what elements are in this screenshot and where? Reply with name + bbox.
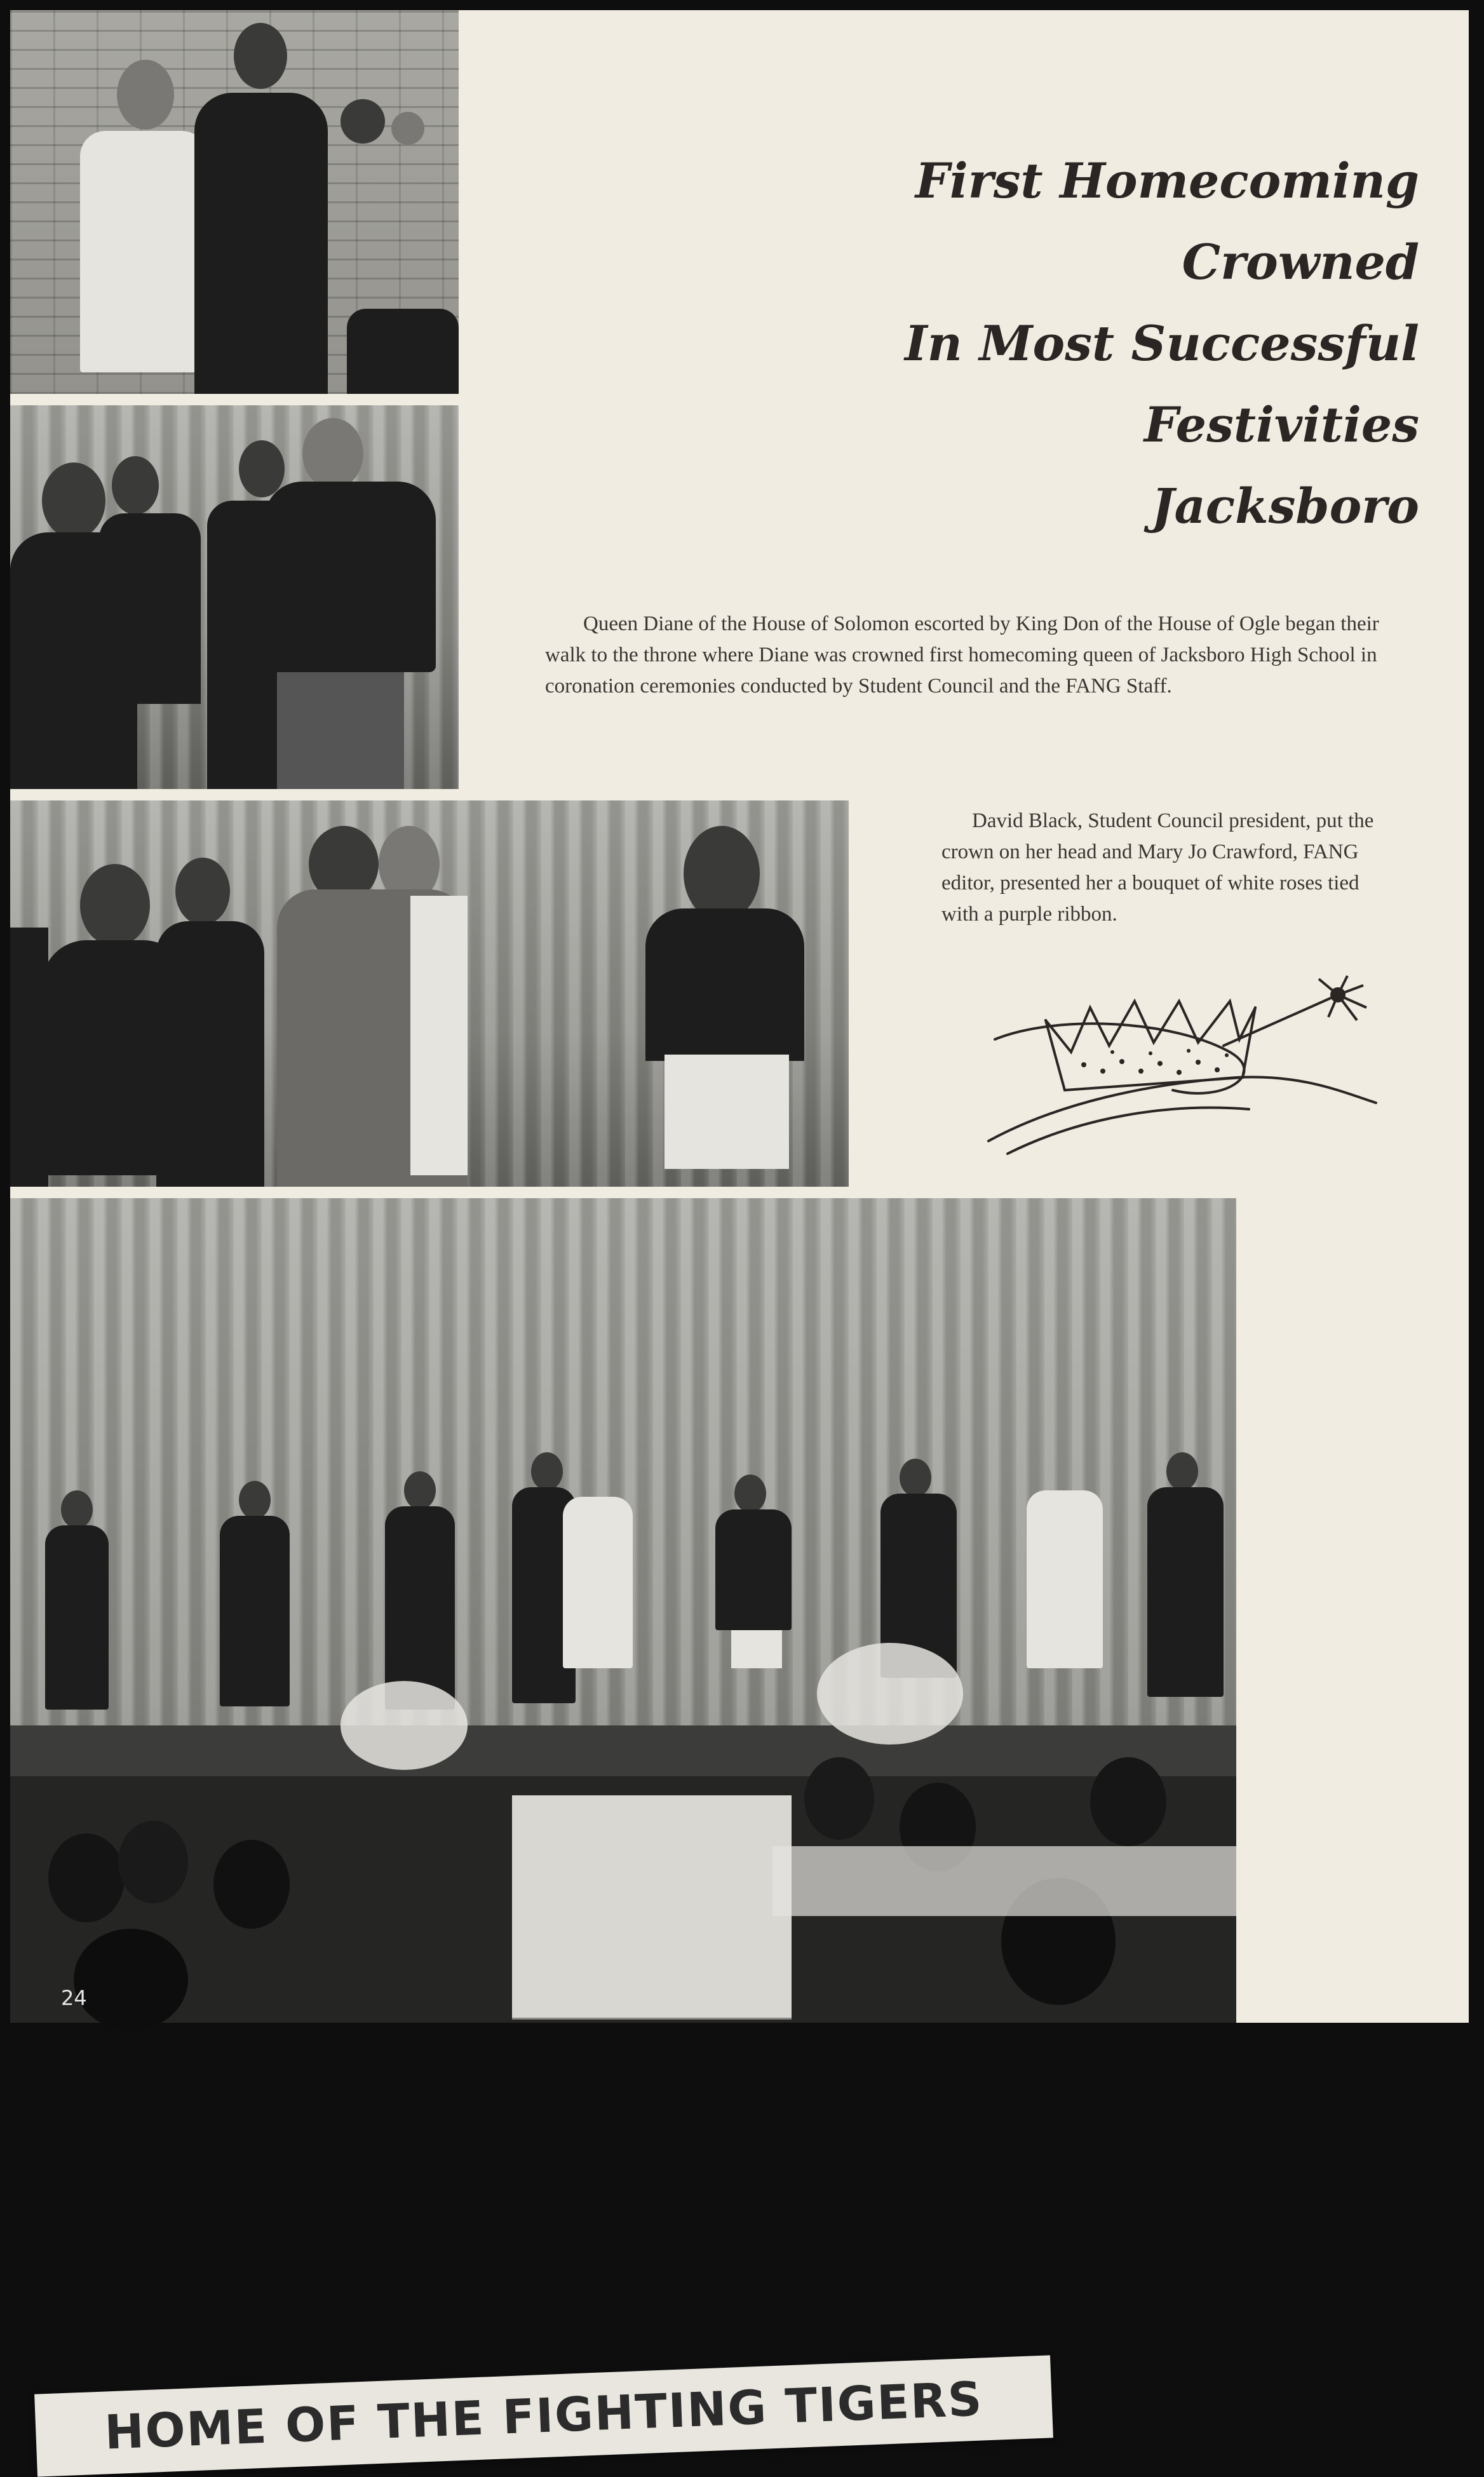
headline-line-5: Jacksboro [1151,478,1419,534]
crowning-paragraph: David Black, Student Council president, put the crown on her head and Mary Jo Crawford, FANG editor, presented her a bouquet of white roses tied with a purple ribbon. [941,809,1374,926]
photo-crown-placed [10,800,849,1187]
headline [657,140,1419,547]
headline-line-2: Crowned [1182,234,1419,290]
crown-wand-icon [982,982,1389,1173]
headline-line-1: First Homecoming [915,152,1419,209]
headline-line-3: In Most Successful [905,315,1419,372]
headline-line-4: Festivities [1143,396,1419,453]
coronation-paragraph: Queen Diane of the House of Solomon escorted by King Don of the House of Ogle began their walk to the throne where Diane was crowned first homecoming queen of Jacksboro High School in coronation ceremonies conducted by Student Council and the FANG Staff. [545,612,1379,698]
yearbook-page [10,10,1469,2460]
photo-king-queen-walk [10,10,459,394]
photo-crowning-lineup [10,405,459,789]
banner-text: HOME OF THE FIGHTING TIGERS [104,2372,984,2460]
page-number: 24 [61,1986,87,2010]
photo-homecoming-court-stage [10,1198,1236,2460]
banner [34,2355,1053,2476]
